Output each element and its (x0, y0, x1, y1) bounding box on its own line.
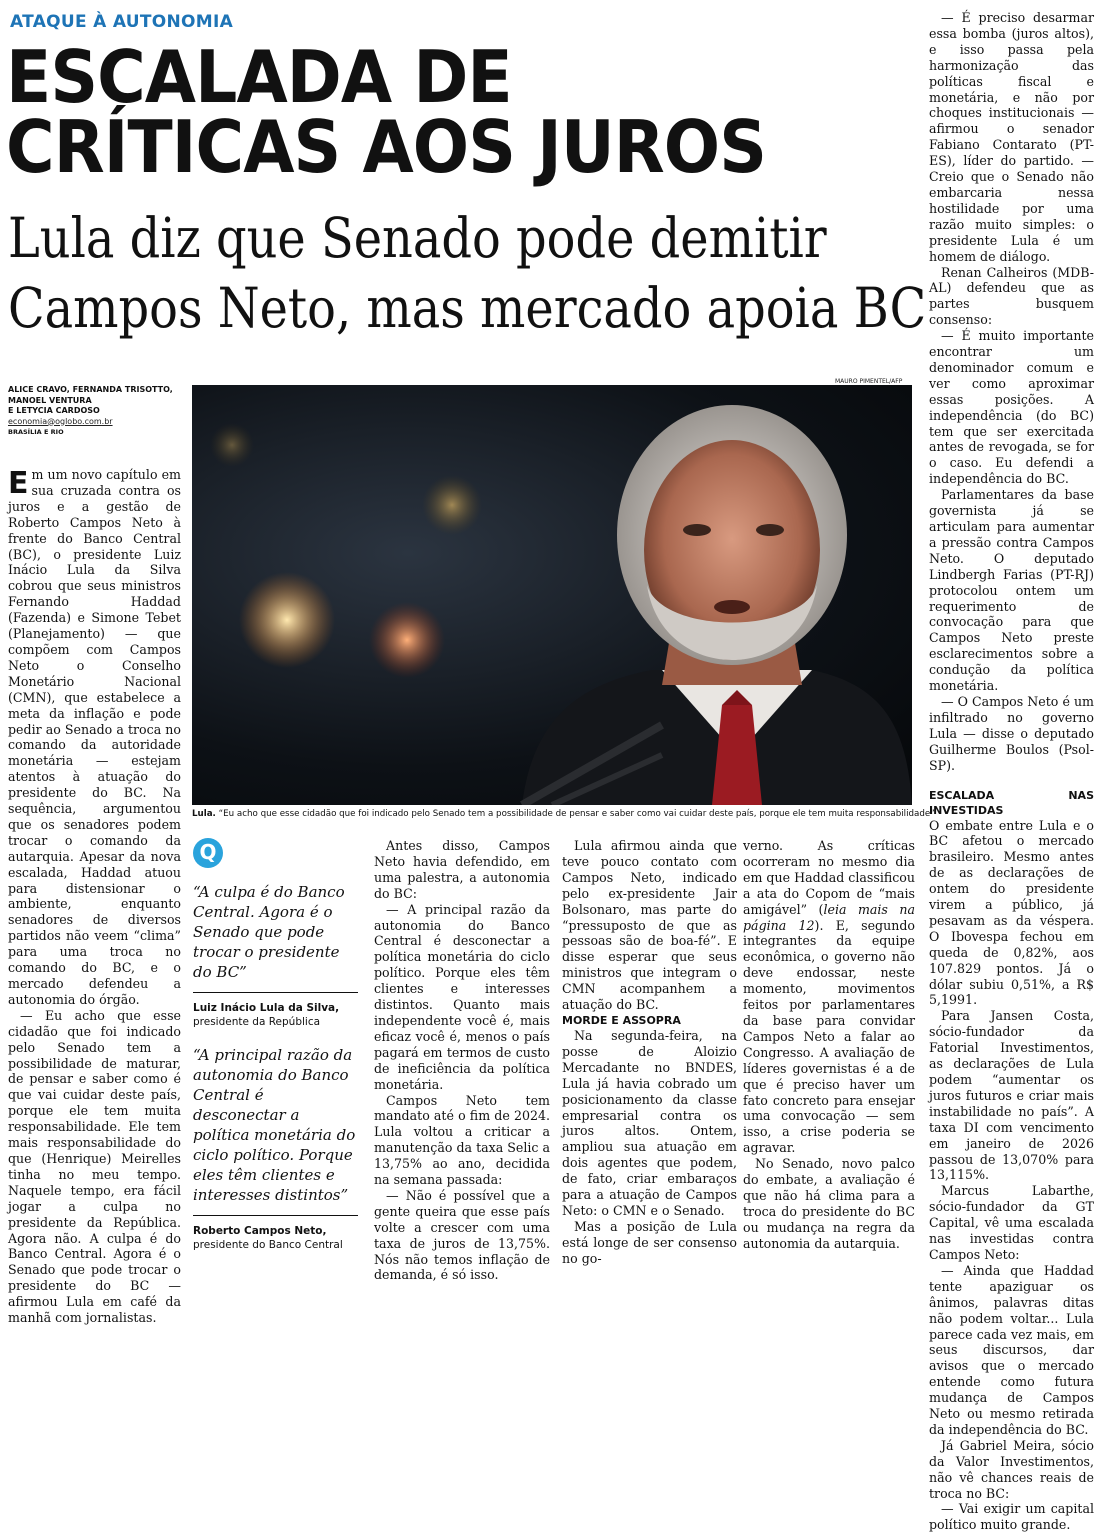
article-column-3 (374, 838, 550, 1283)
article-paragraph: Marcus Labarthe, sócio-fundador da GT Capital, vê uma escalada nas investidas contra Campos Neto: (929, 1183, 1094, 1262)
headline-line-1: ESCALADA DE (6, 35, 512, 119)
article-paragraph: No Senado, novo palco do embate, a avaliação é que não há clima para a troca do presidente do BC ou mudança na regra da autonomia da autarquia. (743, 1156, 915, 1251)
article-paragraph: — Ainda que Haddad tente apaziguar os ânimos, palavras ditas não podem voltar... Lula parece cada vez mais, em seus discursos, dar avisos que o mercado entende como futura mudança de Campos Neto ou mesmo retirada da independência do BC. (929, 1262, 1094, 1437)
article-paragraph: — A principal razão da autonomia do Banco Central é desconectar a política monetária do ciclo político. Porque eles têm clientes e interesses distintos. Quanto mais independente você é, mais eficaz você é, menos o país pagará em termos de custo de ineficiência da política monetária. (374, 901, 550, 1092)
section-kicker: ATAQUE À AUTONOMIA (10, 12, 234, 32)
article-paragraph: — É preciso desarmar essa bomba (juros altos), e isso passa pela harmonização das políticas fiscal e monetária, e não por choques institucionais — afirmou o senador Fabiano Contarato (PT-ES), líder do partido. — Creio que o Senado não embarcaria nessa hostilidade por uma razão muito simples: o presidente Lula é um homem de diálogo. (929, 10, 1094, 264)
pull-quote-author: Luiz Inácio Lula da Silva, (193, 1002, 340, 1014)
pull-quote: “A principal razão da autonomia do Banco Central é desconectar a política monetária do ciclo político. Porque eles têm clientes e interesses distintos” (193, 1046, 356, 1204)
drop-cap: E (8, 466, 29, 501)
section-subhead: ESCALADA NAS INVESTIDAS (929, 788, 1094, 817)
section-subhead: MORDE E ASSOPRA (562, 1013, 681, 1027)
photo-caption (192, 809, 935, 820)
byline-author-line: E LETYCIA CARDOSO (8, 406, 100, 415)
article-paragraph: — Vai exigir um capital político muito grande. (929, 1501, 1094, 1533)
article-column-4 (562, 838, 737, 1267)
pull-quote-role: presidente da República (193, 1016, 321, 1028)
byline-place: BRASÍLIA E RIO (8, 428, 64, 436)
byline-author-line: ALICE CRAVO, FERNANDA TRISOTTO, (8, 385, 173, 394)
article-paragraph: Mas a posição de Lula está longe de ser consenso no go- (562, 1218, 737, 1266)
pull-quote-author: Roberto Campos Neto, (193, 1225, 327, 1237)
article-paragraph: Parlamentares da base governista já se articulam para aumentar a pressão contra Campos Neto. O deputado Lindbergh Farias (PT-RJ) protocolou ontem um requerimento de convocação para que Campos Neto preste esclarecimentos sobre a condução da política monetária. (929, 487, 1094, 694)
deck-line-2: Campos Neto, mas mercado apoia BC (8, 276, 927, 340)
article-paragraph: verno. As críticas ocorreram no mesmo dia em que Haddad classificou a ata do Copom de “mais amigável” (leia mais na página 12). E, segundo integrantes da equipe econômica, o governo não deve endossar, neste momento, movimentos feitos por parlamentares da base para convidar Campos Neto a falar ao Congresso. A avaliação de líderes governistas é a de que é preciso haver um fato concreto para ensejar uma convocação — sem isso, a crise poderia se agravar. (743, 838, 915, 1156)
byline-email-link[interactable]: economia@oglobo.com.br (8, 416, 113, 426)
deck (8, 203, 927, 343)
lula-photo-illustration (192, 385, 912, 805)
divider (193, 1215, 358, 1216)
article-paragraph: Em um novo capítulo em sua cruzada contra os juros e a gestão de Roberto Campos Neto à frente do Banco Central (BC), o presidente Luiz Inácio Lula da Silva cobrou que seus ministros Fernando Haddad (Fazenda) e Simone Tebet (Planejamento) — que compõem com Campos Neto o Conselho Monetário Nacional (CMN), que estabelece a meta da inflação e pode pedir ao Senado a troca no comando da autoridade monetária — estejam atentos à atuação do presidente do BC. Na sequência, argumentou que os senadores podem trocar o comando da autarquia. Apesar da nova escalada, Haddad atuou para distensionar o ambiente, enquanto senadores de diversos partidos não veem “clima” para uma troca no comando do BC, e o mercado defendeu a autonomia do órgão. (8, 466, 181, 1007)
article-paragraph: Para Jansen Costa, sócio-fundador da Fatorial Investimentos, as declarações de Lula podem “aumentar os juros futuros e criar mais instabilidade no país”. A taxa DI com vencimento em janeiro de 2026 passou de 13,070% para 13,115%. (929, 1008, 1094, 1183)
article-paragraph: — Não é possível que a gente queira que esse país volte a crescer com uma taxa de juros de 13,75%. Nós não temos inflação de demanda, é só isso. (374, 1187, 550, 1283)
caption-label: Lula. (192, 809, 216, 819)
article-paragraph: Na segunda-feira, na posse de Aloizio Mercadante no BNDES, Lula já havia cobrado um posicionamento da classe empresarial contra os juros altos. Ontem, ampliou sua atuação em dois agentes que podem, de fato, criar embaraços para a atuação de Campos Neto: o CMN e o Senado. (562, 1027, 737, 1218)
headline (6, 35, 834, 189)
article-paragraph: Lula afirmou ainda que teve pouco contato com Campos Neto, indicado pelo ex-presidente Jair Bolsonaro, mas parte do “pressuposto de que as pessoas são de boa-fé”. E disse esperar que seus ministros que integram o CMN acompanhem a atuação do BC. (562, 838, 737, 1013)
article-paragraph: — É muito importante encontrar um denominador comum e ver como aproximar essas posições. A independência (do BC) tem que ser exercitada antes de revogada, se for o caso. Eu defendi a independência do BC. (929, 328, 1094, 487)
pull-quote-role: presidente do Banco Central (193, 1239, 343, 1251)
article-paragraph: — Eu acho que esse cidadão que foi indicado pelo Senado tem a possibilidade de maturar, de pensar e saber como é que vai cuidar deste país, porque ele tem muita responsabilidade. Ele tem mais responsabilidade do que (Henrique) Meirelles tinha no meu tempo. Naquele tempo, era fácil jogar a culpa no presidente da República. Agora não. A culpa é do Banco Central. Agora é o Senado que pode trocar o presidente do BC — afirmou Lula em café da manhã com jornalistas. (8, 1007, 181, 1326)
headline-line-2: CRÍTICAS AOS JUROS (6, 105, 766, 189)
lula-photo (192, 385, 912, 805)
byline (8, 385, 188, 438)
article-column-1 (8, 467, 181, 1326)
pull-quote-attribution (193, 1001, 358, 1029)
article-paragraph: Renan Calheiros (MDB-AL) defendeu que as partes busquem consenso: (929, 264, 1094, 328)
byline-author-line: MANOEL VENTURA (8, 395, 92, 405)
cross-reference: leia mais na página 12 (743, 901, 915, 933)
article-paragraph: Antes disso, Campos Neto havia defendido, em uma palestra, a autonomia do BC: (374, 838, 550, 901)
caption-text: “Eu acho que esse cidadão que foi indicado pelo Senado tem a possibilidade de pensar e saber como vai cuidar deste país, porque ele tem muita responsabilidade” (218, 809, 935, 819)
deck-line-1: Lula diz que Senado pode demitir (8, 206, 827, 270)
quote-icon: Q (193, 838, 223, 868)
divider (193, 992, 358, 993)
article-paragraph: — O Campos Neto é um infiltrado no governo Lula — disse o deputado Guilherme Boulos (Psol-SP). (929, 693, 1094, 773)
pull-quote-box (193, 838, 358, 1252)
pull-quote: “A culpa é do Banco Central. Agora é o Senado que pode trocar o presidente do BC” (193, 883, 345, 981)
article-column-5 (743, 838, 915, 1252)
article-paragraph: Já Gabriel Meira, sócio da Valor Investimentos, não vê chances reais de troca no BC: (929, 1437, 1094, 1501)
article-paragraph: O embate entre Lula e o BC afetou o mercado brasileiro. Mesmo antes de as declarações de ontem do presidente virem a público, já pesavam as da véspera. O Ibovespa fechou em queda de 0,82%, aos 107.829 pontos. Já o dólar subiu 0,51%, a R$ 5,1991. (929, 817, 1094, 1008)
article-column-6 (929, 10, 1094, 1533)
photo-credit: MAURO PIMENTEL/AFP (835, 378, 903, 385)
article-paragraph: Campos Neto tem mandato até o fim de 2024. Lula voltou a criticar a manutenção da taxa Selic a 13,75% ao ano, decidida na semana passada: (374, 1092, 550, 1188)
pull-quote-attribution (193, 1224, 358, 1252)
